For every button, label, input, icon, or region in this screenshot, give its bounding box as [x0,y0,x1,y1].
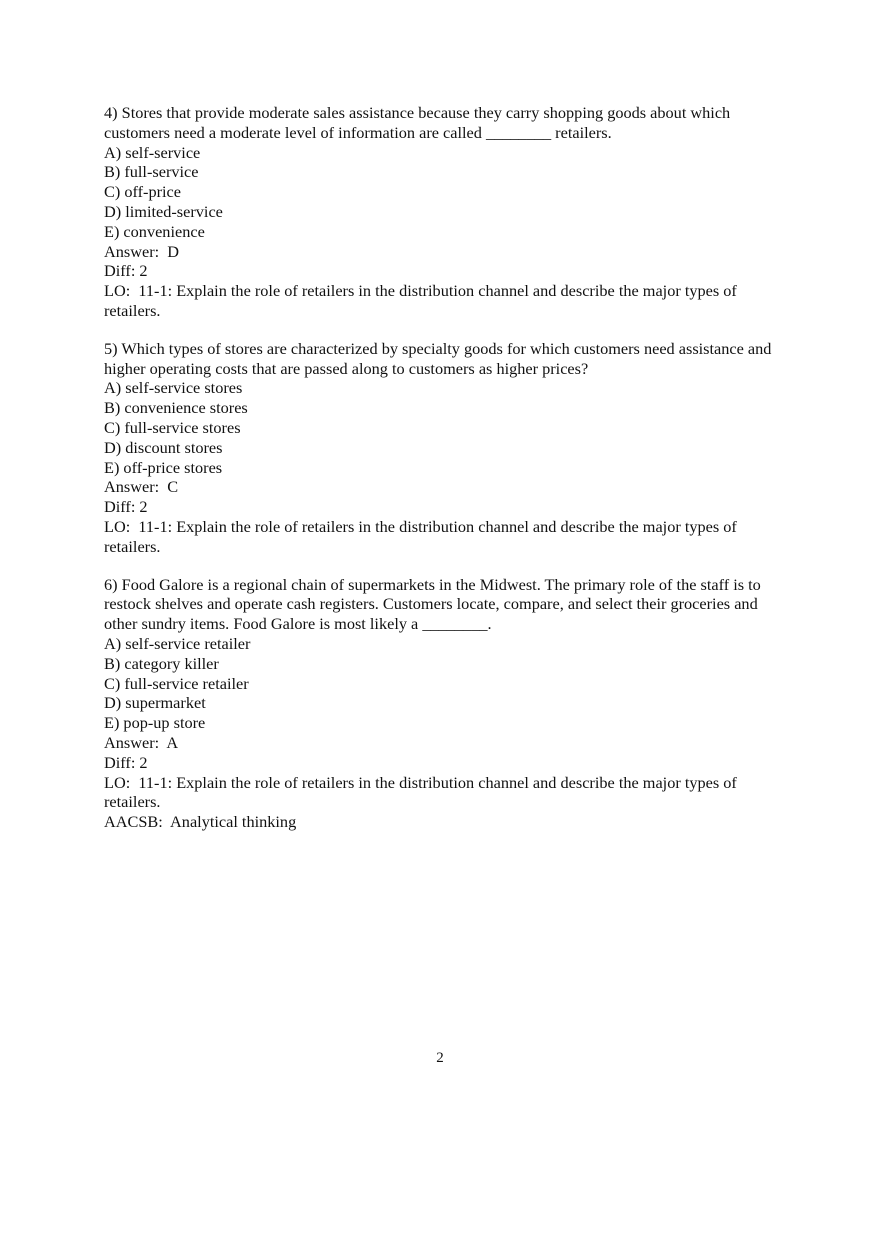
difficulty-line: Diff: 2 [104,261,148,281]
option-c: C) full-service stores [104,417,241,437]
question-stem: 5) Which types of stores are characterized by specialty goods for which customers need assistance and higher operating costs that are passed along to customers as higher prices? [104,338,772,378]
option-a: A) self-service stores [104,378,243,398]
answer-line: Answer: A [104,732,179,752]
option-e: E) off-price stores [104,457,223,477]
question-4 [104,103,784,321]
question-6 [104,575,784,832]
aacsb-line: AACSB: Analytical thinking [104,812,297,832]
learning-objective: LO: 11-1: Explain the role of retailers in the distribution channel and describe the major types of retailers. [104,281,741,320]
option-a: A) self-service retailer [104,633,251,653]
option-e: E) pop-up store [104,713,206,733]
option-d: D) limited-service [104,201,223,221]
answer-line: Answer: C [104,477,179,497]
question-stem: 6) Food Galore is a regional chain of supermarkets in the Midwest. The primary role of the staff is to restock shelves and operate cash registers. Customers locate, compare, and select their groceries and other sundry items. Food Galore is most likely a ________. [104,574,761,634]
option-c: C) full-service retailer [104,673,249,693]
option-d: D) supermarket [104,693,206,713]
learning-objective: LO: 11-1: Explain the role of retailers in the distribution channel and describe the major types of retailers. [104,772,741,812]
option-b: B) convenience stores [104,398,248,418]
question-5 [104,339,784,557]
option-e: E) convenience [104,221,205,241]
option-b: B) category killer [104,653,219,673]
difficulty-line: Diff: 2 [104,497,148,517]
difficulty-line: Diff: 2 [104,752,148,772]
answer-line: Answer: D [104,241,180,261]
question-stem: 4) Stores that provide moderate sales assistance because they carry shopping goods about which customers need a moderate level of information are called ________ retailers. [104,103,731,142]
document-body [104,103,784,850]
option-a: A) self-service [104,142,201,162]
option-b: B) full-service [104,162,199,182]
option-c: C) off-price [104,182,182,202]
learning-objective: LO: 11-1: Explain the role of retailers in the distribution channel and describe the major types of retailers. [104,516,741,556]
option-d: D) discount stores [104,437,223,457]
page-number: 2 [436,1050,444,1066]
